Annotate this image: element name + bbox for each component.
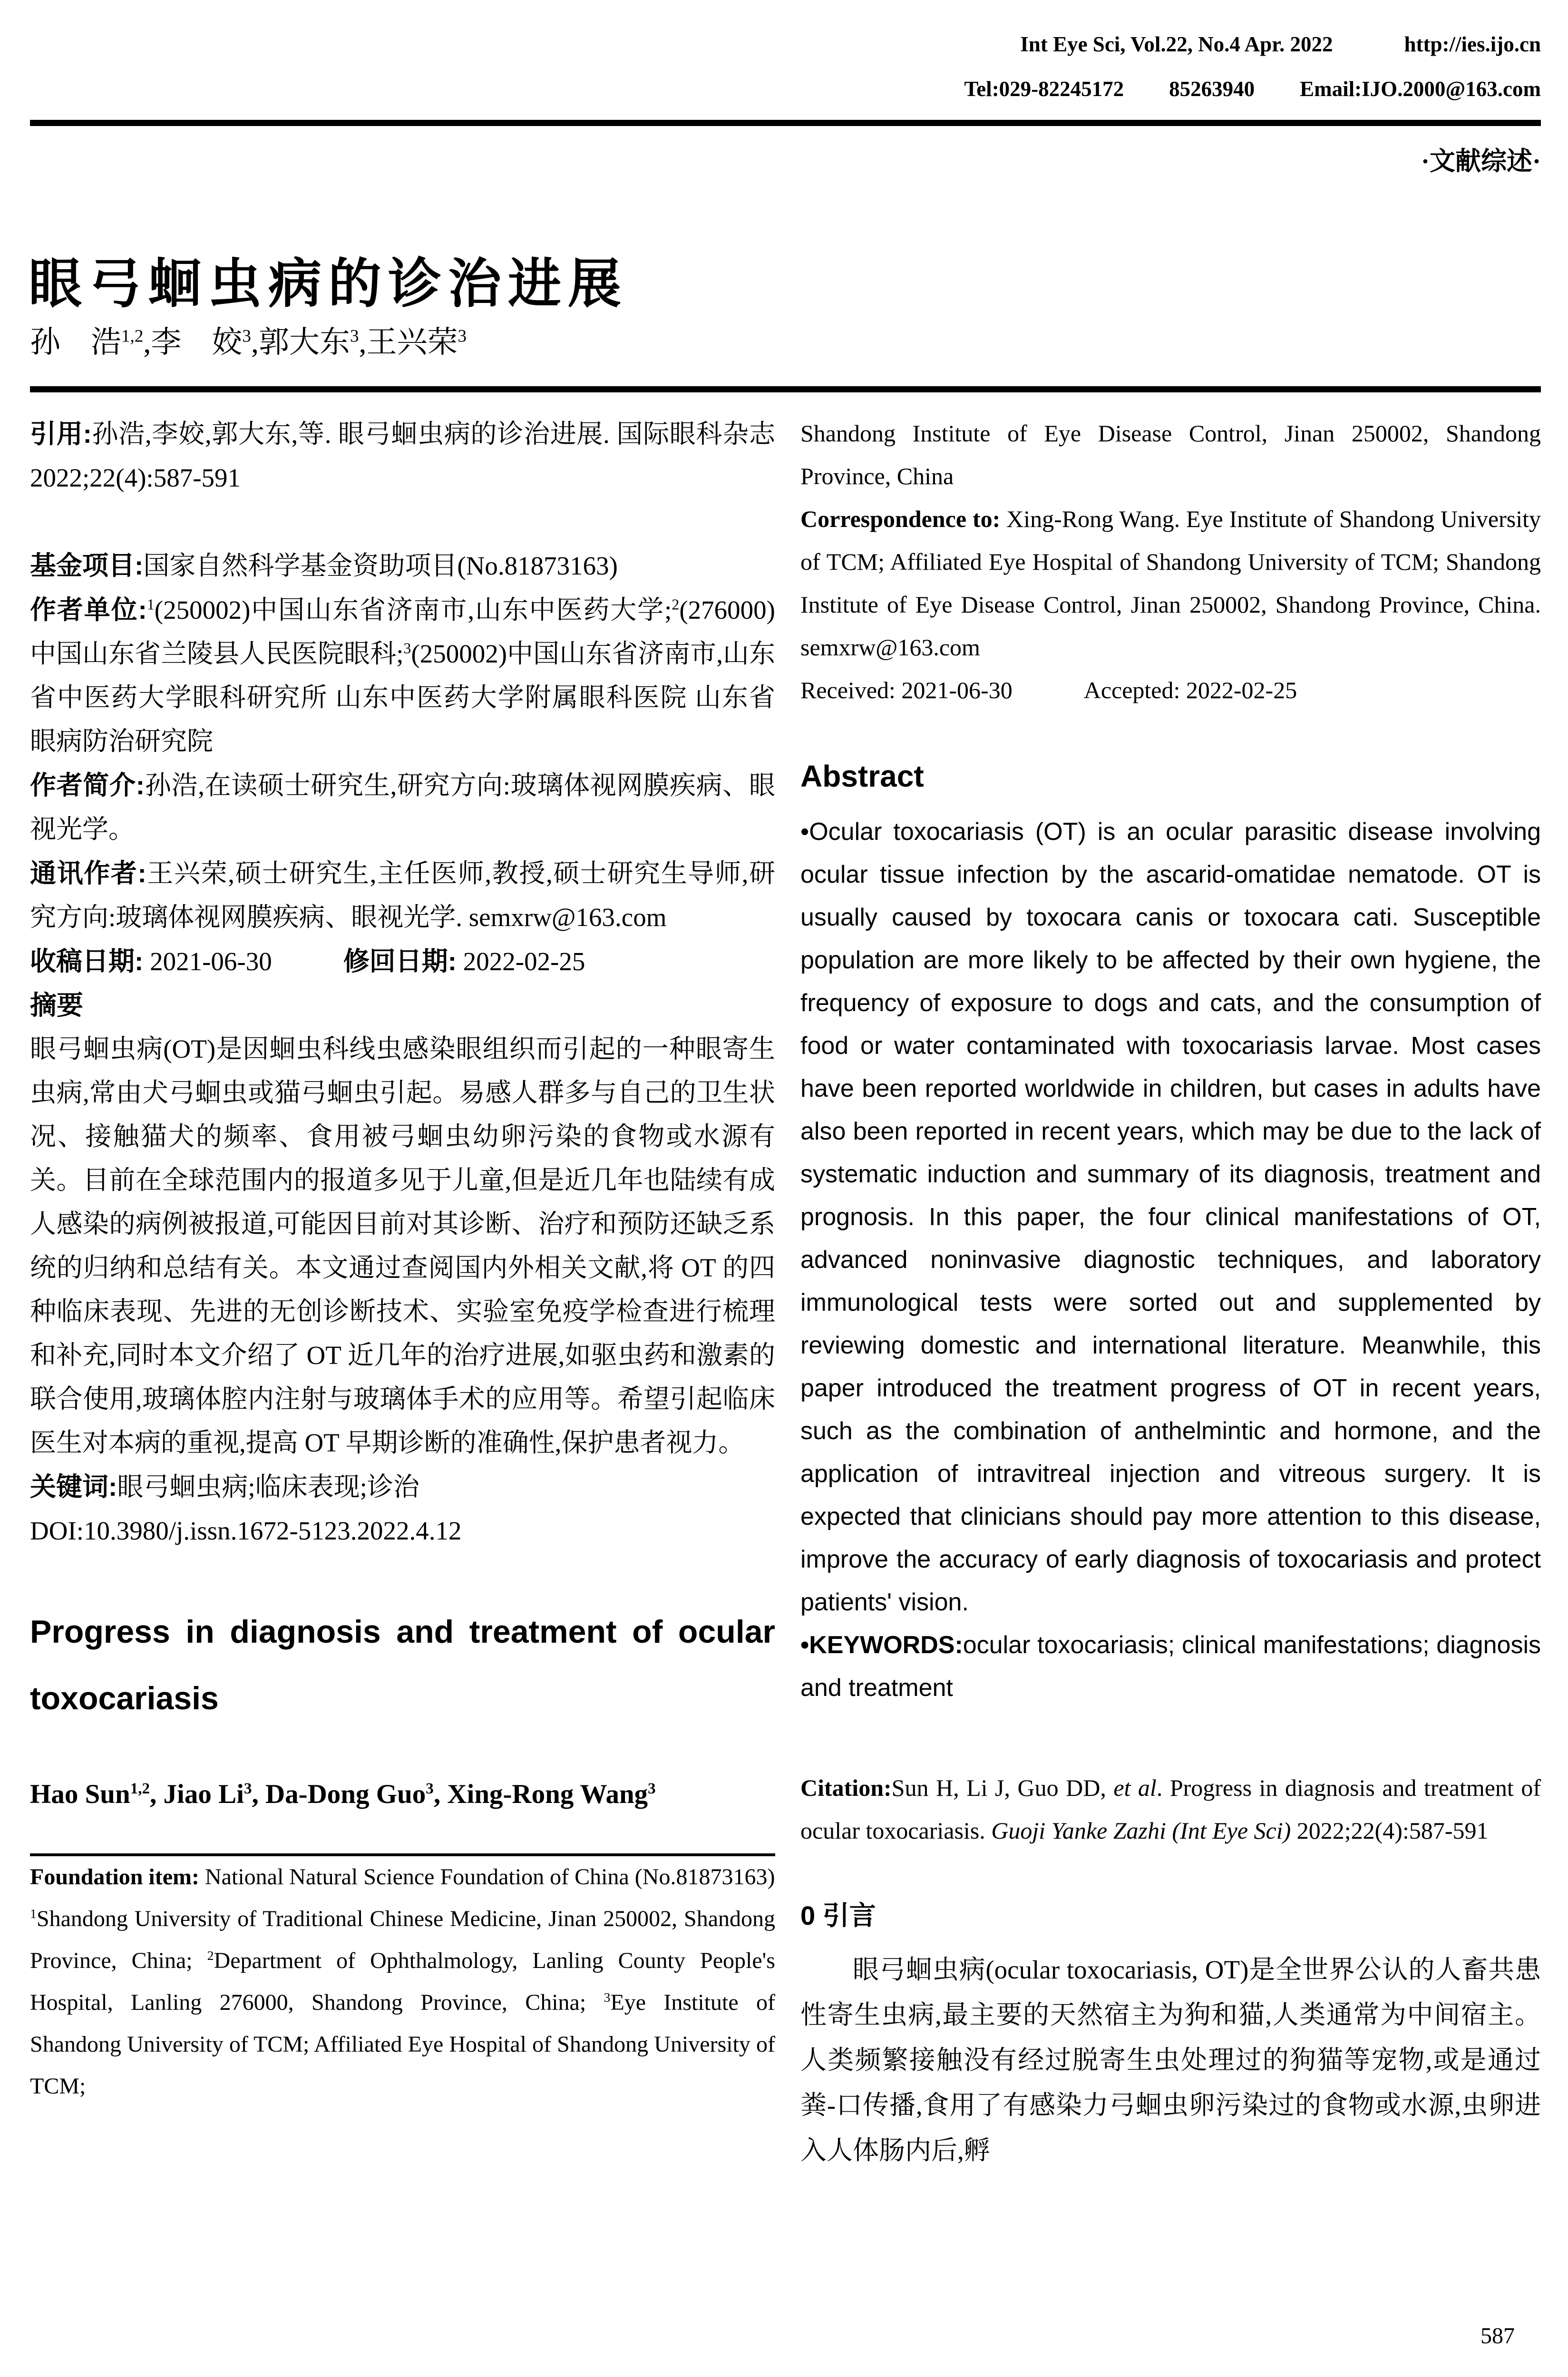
- accepted-en-date: 2022-02-25: [1186, 677, 1297, 703]
- keywords-en-text: ocular toxocariasis; clinical manifestations; diagnosis and treatment: [800, 1631, 1541, 1702]
- journal-header-line2: [30, 67, 1541, 111]
- author-affil-sup: 3: [458, 326, 467, 346]
- affil-sup: 1: [30, 1907, 37, 1921]
- author-bio-cn-label: 作者简介:: [30, 770, 145, 800]
- affil-sup: 3: [403, 640, 411, 657]
- citation-en-label: Citation:: [800, 1774, 892, 1801]
- foundation-cn: [30, 544, 775, 588]
- received-cn-label: 收稿日期:: [30, 946, 144, 976]
- author-affil-sup: 3: [648, 1780, 656, 1797]
- affiliation-cn: [30, 588, 775, 763]
- citation-en-seg: . Progress in diagnosis and treatment of ocular toxocariasis.: [800, 1774, 1541, 1844]
- foundation-en-text: National Natural Science Foundation of China (No.81873163): [199, 1864, 775, 1890]
- header-divider-rule: [30, 120, 1541, 126]
- accepted-en-label: Accepted:: [1083, 677, 1180, 703]
- correspondence-en-text: Xing-Rong Wang. Eye Institute of Shandong University of TCM; Affiliated Eye Hospital of Shandong University of TCM; Shandong Institute of Eye Disease Control, Jinan 250002, Shandong Province, China. semxrw@163.com: [800, 506, 1541, 661]
- foundation-en: [30, 1856, 775, 1898]
- revised-cn-date: 2022-02-25: [463, 947, 585, 976]
- author-bio-cn-text: 孙浩,在读硕士研究生,研究方向:玻璃体视网膜疾病、眼视光学。: [30, 771, 775, 844]
- citation-etal: et al: [1113, 1774, 1157, 1801]
- author-separator: ,: [143, 325, 151, 359]
- dates-en: [800, 669, 1541, 711]
- corresponding-author-cn-label: 通讯作者:: [30, 858, 146, 888]
- authors-en: [30, 1763, 775, 1826]
- author-affil-sup: 3: [350, 326, 359, 346]
- article-type-tag: ·文献综述·: [1421, 147, 1541, 175]
- correspondence-en-label: Correspondence to:: [800, 506, 1001, 532]
- author-name: Da-Dong Guo: [265, 1779, 426, 1809]
- affiliation-en-seg: Department of Ophthalmology, Lanling County People's Hospital, Lanling 276000, Shandong Province, China;: [30, 1948, 775, 2015]
- affiliation-cn-label: 作者单位:: [30, 595, 147, 624]
- keywords-cn-text: 眼弓蛔虫病;临床表现;诊治: [117, 1472, 419, 1501]
- doi-line: DOI:10.3980/j.issn.1672-5123.2022.4.12: [30, 1516, 462, 1545]
- journal-website: http://ies.ijo.cn: [1404, 32, 1541, 56]
- author-separator: ,: [359, 325, 367, 359]
- author-affil-sup: 1,2: [130, 1780, 150, 1797]
- abstract-en-body: Ocular toxocariasis (OT) is an ocular parasitic disease involving ocular tissue infection by the ascarid-omatidae nematode. OT is usually caused by toxocara canis or toxocara cati. Susceptible population are more likely to be affected by their own hygiene, the frequency of exposure to dogs and cats, and the consumption of food or water contaminated with toxocariasis larvae. Most cases have been reported worldwide in children, but cases in adults have also been reported in recent years, which may be due to the lack of systematic induction and summary of its diagnosis, treatment and prognosis. In this paper, the four clinical manifestations of OT, advanced noninvasive diagnostic techniques, and laboratory immunological tests were sorted out and supplemented by reviewing domestic and international literature. Meanwhile, this paper introduced the treatment progress of OT in recent years, such as the combination of anthelmintic and hormone, and the application of intravitreal injection and vitreous surgery. It is expected that clinicians should pay more attention to this disease, improve the accuracy of early diagnosis of toxocariasis and protect patients' vision.: [800, 818, 1541, 1616]
- author-separator: ,: [150, 1779, 164, 1809]
- abstract-en-heading: Abstract: [800, 759, 924, 793]
- affiliation-cn-seg: (250002)中国山东省济南市,山东省中医药大学眼科研究所 山东中医药大学附属眼科医院 山东省眼病防治研究院: [30, 639, 775, 756]
- foundation-cn-text: 国家自然科学基金资助项目(No.81873163): [143, 551, 618, 580]
- journal-issue: Int Eye Sci, Vol.22, No.4 Apr. 2022: [1020, 32, 1333, 56]
- affiliation-cn-seg: (250002)中国山东省济南市,山东中医药大学;: [154, 595, 672, 624]
- author-separator: ,: [433, 1779, 448, 1809]
- author-name: Hao Sun: [30, 1779, 130, 1809]
- correspondence-en: [800, 497, 1541, 669]
- left-column: [30, 412, 775, 2107]
- keywords-en: [800, 1624, 1541, 1709]
- journal-email: Email:IJO.2000@163.com: [1300, 77, 1541, 101]
- abstract-en-text: [800, 810, 1541, 1624]
- citation-cn-text: 孙浩,李姣,郭大东,等. 眼弓蛔虫病的诊治进展. 国际眼科杂志 2022;22(4):587-591: [30, 419, 775, 492]
- affil-sup: 2: [207, 1948, 214, 1963]
- affil-sup: 1: [146, 596, 155, 613]
- affil-sup: 2: [672, 596, 680, 613]
- keywords-cn-label: 关键词:: [30, 1472, 117, 1501]
- citation-en: [800, 1766, 1541, 1852]
- citation-en-seg: Sun H, Li J, Guo DD,: [891, 1774, 1114, 1801]
- foundation-cn-label: 基金项目:: [30, 551, 144, 580]
- journal-header: [30, 22, 1541, 111]
- right-column: [800, 412, 1541, 2173]
- masthead-divider-rule: [30, 386, 1541, 392]
- author-separator: ,: [251, 325, 259, 359]
- author-name: Jiao Li: [163, 1779, 244, 1809]
- dates-cn: [30, 939, 775, 984]
- author-affil-sup: 3: [426, 1780, 434, 1797]
- author-bio-cn: [30, 763, 775, 851]
- author-name: 李 姣: [151, 325, 243, 359]
- foundation-en-label: Foundation item:: [30, 1864, 200, 1890]
- author-name: Xing-Rong Wang: [447, 1779, 648, 1809]
- author-name: 孙 浩: [30, 325, 121, 359]
- keywords-en-label: •KEYWORDS:: [800, 1631, 963, 1659]
- author-affil-sup: 1,2: [121, 326, 144, 346]
- revised-cn-label: 修回日期:: [343, 946, 457, 976]
- affil-sup: 3: [604, 1990, 611, 2005]
- received-en-date: 2021-06-30: [901, 677, 1013, 703]
- author-affil-sup: 3: [242, 326, 251, 346]
- corresponding-author-cn-text: 王兴荣,硕士研究生,主任医师,教授,硕士研究生导师,研究方向:玻璃体视网膜疾病、眼视光学. semxrw@163.com: [30, 859, 775, 932]
- authors-cn: [30, 318, 467, 361]
- author-separator: ,: [252, 1779, 265, 1809]
- article-title-en: Progress in diagnosis and treatment of ocular toxocariasis: [30, 1614, 775, 1716]
- affiliation-en-seg: Eye Institute of Shandong University of TCM; Affiliated Eye Hospital of Shandong University of TCM;: [30, 1990, 776, 2099]
- affiliation-en-tail: Shandong Institute of Eye Disease Control, Jinan 250002, Shandong Province, China: [800, 420, 1541, 489]
- received-en-label: Received:: [800, 677, 896, 703]
- page-number: 587: [1480, 2323, 1515, 2348]
- intro-text: 眼弓蛔虫病(ocular toxocariasis, OT)是全世界公认的人畜共患性寄生虫病,最主要的天然宿主为狗和猫,人类通常为中间宿主。人类频繁接触没有经过脱寄生虫处理过的狗猫等宠物,或是通过粪-口传播,食用了有感染力弓蛔虫卵污染过的食物或水源,虫卵进入人体肠内后,孵: [800, 1955, 1541, 2165]
- received-cn-date: 2021-06-30: [150, 947, 272, 976]
- citation-en-seg: 2022;22(4):587-591: [1291, 1817, 1489, 1844]
- author-name: 王兴荣: [366, 325, 458, 359]
- affiliation-en: [30, 1898, 775, 2107]
- abstract-cn-text: 眼弓蛔虫病(OT)是因蛔虫科线虫感染眼组织而引起的一种眼寄生虫病,常由犬弓蛔虫或猫弓蛔虫引起。易感人群多与自己的卫生状况、接触猫犬的频率、食用被弓蛔虫幼卵污染的食物或水源有关。目前在全球范围内的报道多见于儿童,但是近几年也陆续有成人感染的病例被报道,可能因目前对其诊断、治疗和预防还缺乏系统的归纳和总结有关。本文通过查阅国内外相关文献,将 OT 的四种临床表现、先进的无创诊断技术、实验室免疫学检查进行梳理和补充,同时本文介绍了 OT 近几年的治疗进展,如驱虫药和激素的联合使用,玻璃体腔内注射与玻璃体手术的应用等。希望引起临床医生对本病的重视,提高 OT 早期诊断的准确性,保护患者视力。: [30, 1034, 775, 1457]
- citation-cn-label: 引用:: [30, 419, 92, 448]
- affiliation-en-seg: Shandong University of Traditional Chinese Medicine, Jinan 250002, Shandong Province, China;: [30, 1906, 775, 1973]
- author-name: 郭大东: [258, 325, 350, 359]
- journal-tel2: 85263940: [1169, 77, 1255, 101]
- intro-heading: 0 引言: [800, 1900, 876, 1930]
- corresponding-author-cn: [30, 851, 775, 939]
- journal-tel: Tel:029-82245172: [964, 77, 1124, 101]
- citation-journal-name: Guoji Yanke Zazhi (Int Eye Sci): [991, 1817, 1291, 1844]
- keywords-cn: [30, 1465, 775, 1509]
- article-title-cn: 眼弓蛔虫病的诊治进展: [29, 254, 628, 314]
- abstract-cn-heading: 摘要: [30, 990, 83, 1020]
- affiliation-cn-seg: (276000)中国山东省兰陵县人民医院眼科;: [30, 595, 775, 668]
- journal-header-line1: [30, 22, 1541, 67]
- citation-cn: [30, 412, 775, 500]
- author-affil-sup: 3: [243, 1780, 252, 1797]
- bullet: •: [800, 818, 809, 846]
